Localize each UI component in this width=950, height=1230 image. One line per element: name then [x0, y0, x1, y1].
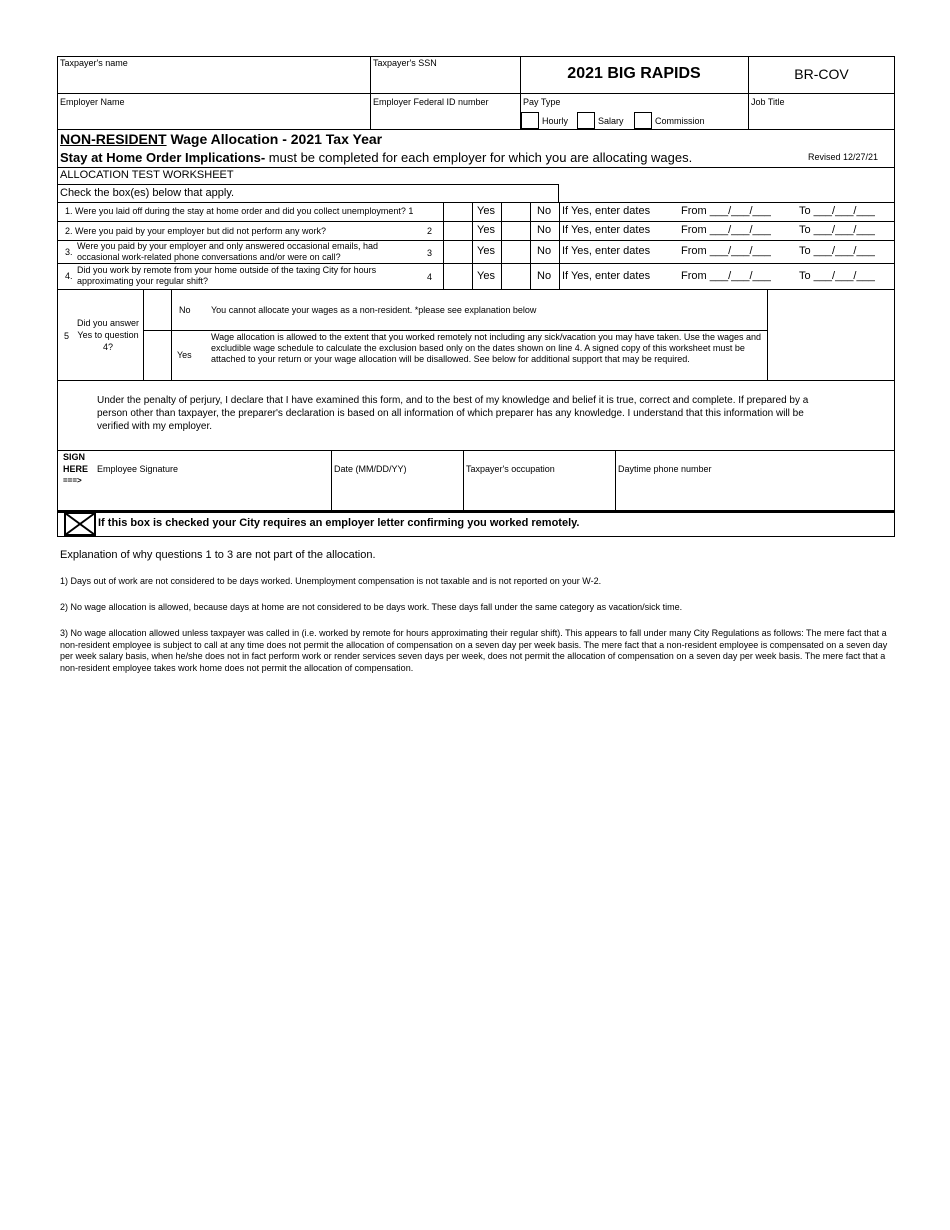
question-4-text: Did you work by remote from your home outside of the taxing City for hours approximating your regular shift?	[77, 265, 377, 286]
question-3-yes-box[interactable]	[444, 241, 472, 263]
question-2	[65, 226, 375, 236]
revised-date: Revised 12/27/21	[808, 152, 879, 162]
section-title-nonresident: NON-RESIDENT	[60, 131, 167, 147]
question-1-prefix: 1.	[65, 206, 73, 216]
question-2-if-yes: If Yes, enter dates	[562, 224, 651, 236]
explanation-heading: Explanation of why questions 1 to 3 are not part of the allocation.	[60, 549, 376, 561]
occupation-label: Taxpayer's occupation	[466, 464, 555, 474]
sign-arrow: ===>	[63, 476, 82, 485]
question-3-if-yes: If Yes, enter dates	[562, 245, 651, 257]
taxpayer-ssn-label: Taxpayer's SSN	[373, 58, 437, 68]
employer-fein-field[interactable]	[372, 108, 518, 128]
taxpayer-name-field[interactable]	[58, 68, 368, 92]
question-4-if-yes: If Yes, enter dates	[562, 270, 651, 282]
taxpayer-name-label: Taxpayer's name	[60, 58, 128, 68]
question-2-yes-box[interactable]	[444, 222, 472, 240]
question-4-to[interactable]: To ___/___/___	[799, 270, 875, 282]
pay-type-commission-checkbox[interactable]	[634, 112, 652, 129]
employee-signature-field[interactable]	[97, 478, 327, 508]
pay-type-salary-label: Salary	[598, 116, 624, 126]
question-4-yes-box[interactable]	[444, 264, 472, 289]
employer-letter-checkbox[interactable]	[64, 512, 96, 536]
q5-no-label: No	[179, 305, 191, 315]
question-1-no-box[interactable]	[502, 203, 530, 221]
here-label: HERE	[63, 464, 89, 474]
question-1-num: 1	[408, 206, 414, 216]
question-3-to[interactable]: To ___/___/___	[799, 245, 875, 257]
q5-num: 5	[64, 331, 70, 341]
question-1-if-yes: If Yes, enter dates	[562, 205, 651, 217]
question-1	[65, 206, 435, 216]
worksheet-label: ALLOCATION TEST WORKSHEET	[60, 169, 234, 181]
question-2-yes-label: Yes	[477, 224, 495, 236]
employee-signature-label: Employee Signature	[97, 464, 179, 474]
q5-yes-text: Wage allocation is allowed to the extent that you worked remotely not including any sick/vacation you may have taken. Use the wages and excludible wage schedule to calculate the exclusion based only on the dates shown on line 4. A signed copy of this worksheet must be attached to your return or your wage allocation will be disallowed. See below for additional support that may be required.	[211, 332, 761, 364]
q5-yes-label: Yes	[177, 350, 192, 360]
explanation-p2: 2) No wage allocation is allowed, because days at home are not considered to be days work. These days fall under the same category as vacation/sick time.	[60, 602, 683, 612]
question-2-prefix: 2.	[65, 226, 73, 236]
pay-type-label: Pay Type	[523, 97, 561, 107]
employer-name-field[interactable]	[58, 108, 368, 128]
question-4-no-label: No	[537, 270, 552, 282]
phone-label: Daytime phone number	[618, 464, 712, 474]
section-subtitle-rest: must be completed for each employer for which you are allocating wages.	[265, 150, 693, 165]
question-4-no-box[interactable]	[502, 264, 530, 289]
question-1-no-label: No	[537, 205, 552, 217]
taxpayer-ssn-field[interactable]	[372, 68, 518, 92]
perjury-text: Under the penalty of perjury, I declare that I have examined this form, and to the best of my knowledge and belief it is true, correct and complete. If prepared by a person other than taxpayer, the preparer's declaration is based on all information of which preparer has any knowledge. I understand that this information will be verified with my employer.	[97, 395, 809, 432]
job-title-label: Job Title	[751, 97, 785, 107]
employer-fein-label: Employer Federal ID number	[373, 97, 489, 107]
question-4-num: 4	[427, 272, 433, 282]
question-2-num: 2	[427, 226, 433, 236]
question-4-yes-label: Yes	[477, 270, 495, 282]
section-title-rest: Wage Allocation - 2021 Tax Year	[166, 131, 383, 147]
question-3-no-label: No	[537, 245, 552, 257]
q5-yes-checkbox[interactable]	[144, 331, 171, 380]
form-title: 2021 BIG RAPIDS	[567, 65, 701, 82]
question-2-no-box[interactable]	[502, 222, 530, 240]
section-title	[60, 131, 382, 147]
question-2-from[interactable]: From ___/___/___	[681, 224, 771, 236]
question-1-text: Were you laid off during the stay at home order and did you collect unemployment?	[75, 206, 406, 216]
question-4-prefix: 4.	[65, 271, 73, 281]
explanation-p1: 1) Days out of work are not considered to be days worked. Unemployment compensation is not taxable and is not reported on your W-2.	[60, 576, 602, 586]
date-field[interactable]	[333, 478, 461, 508]
question-4-from[interactable]: From ___/___/___	[681, 270, 771, 282]
q5-no-text: You cannot allocate your wages as a non-resident. *please see explanation below	[211, 305, 537, 315]
section-subtitle	[60, 150, 692, 165]
question-1-yes-box[interactable]	[444, 203, 472, 221]
occupation-field[interactable]	[465, 478, 613, 508]
phone-field[interactable]	[617, 478, 893, 508]
explanation-p3: 3) No wage allocation allowed unless taxpayer was called in (i.e. worked by remote for hours approximating their regular shift). This appears to fall under many City Regulations as follows: The mere fact that a non-resident employee is subject to call at any time does not permit the allocation of compensation on a seven day per week basis. The mere fact that a non-resident employee is compensated on a seven day per week salary basis, when he/she does not in fact perform work or render services seven days per week, does not permit the allocation of compensation on a seven day per week basis. The mere fact that a non-resident employee takes work home does not permit the allocation of compensation.	[60, 628, 888, 673]
question-2-no-label: No	[537, 224, 552, 236]
job-title-field[interactable]	[750, 108, 893, 128]
question-1-yes-label: Yes	[477, 205, 495, 217]
pay-type-hourly-checkbox[interactable]	[521, 112, 539, 129]
section-subtitle-bold: Stay at Home Order Implications-	[60, 150, 266, 165]
question-1-to[interactable]: To ___/___/___	[799, 205, 875, 217]
q5-no-checkbox[interactable]	[144, 290, 171, 330]
pay-type-salary-checkbox[interactable]	[577, 112, 595, 129]
employer-name-label: Employer Name	[60, 97, 125, 107]
question-3-num: 3	[427, 248, 433, 258]
pay-type-commission-label: Commission	[655, 116, 705, 126]
form-code: BR-COV	[794, 66, 849, 82]
question-3-no-box[interactable]	[502, 241, 530, 263]
question-3-prefix: 3.	[65, 247, 73, 257]
question-3-yes-label: Yes	[477, 245, 495, 257]
check-label: Check the box(es) below that apply.	[60, 187, 235, 199]
q5-label: Did you answer Yes to question 4?	[76, 318, 140, 352]
question-2-to[interactable]: To ___/___/___	[799, 224, 875, 236]
pay-type-hourly-label: Hourly	[542, 116, 569, 126]
question-1-from[interactable]: From ___/___/___	[681, 205, 771, 217]
question-2-text: Were you paid by your employer but did not perform any work?	[75, 226, 326, 236]
question-3-from[interactable]: From ___/___/___	[681, 245, 771, 257]
question-3-text: Were you paid by your employer and only answered occasional emails, had occasional work-related phone conversations and/or were on call?	[77, 241, 378, 262]
employer-letter-text: If this box is checked your City requires an employer letter confirming you worked remotely.	[98, 517, 580, 529]
date-label: Date (MM/DD/YY)	[334, 464, 407, 474]
sign-label: SIGN	[63, 452, 86, 462]
